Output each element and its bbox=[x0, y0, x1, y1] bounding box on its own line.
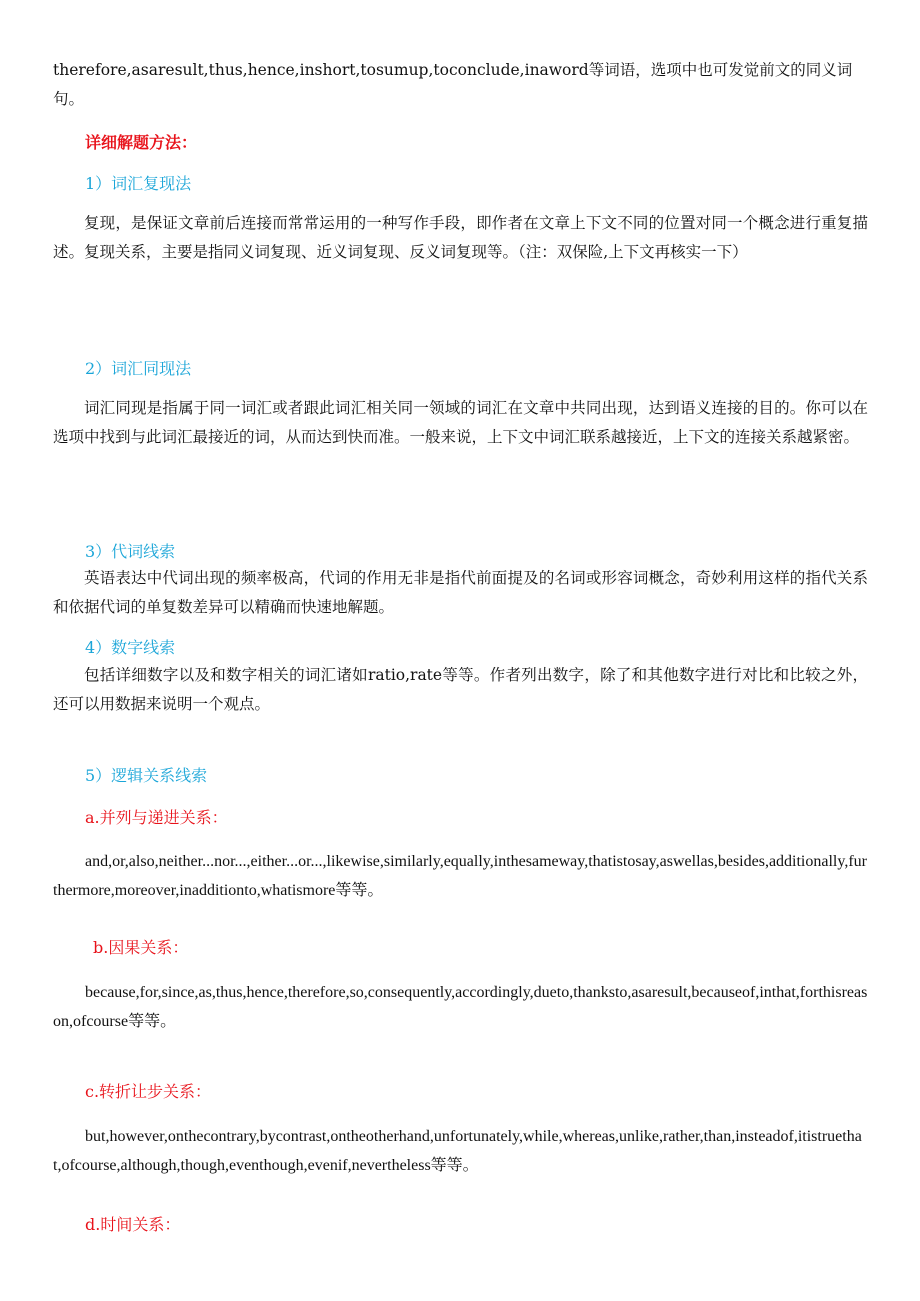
logic-words-a: and,or,also,neither...nor...,either...or...,likewise,similarly,equally,inthesameway,thatistosay,aswellas,besides,additionally,furthermore,moreover,inadditionto,whatismore等等。 bbox=[53, 853, 867, 899]
method-title: 详细解题方法： bbox=[85, 133, 198, 152]
logic-words-b: because,for,since,as,thus,hence,therefore,so,consequently,accordingly,dueto,thanksto,asaresult,becauseof,inthat,forthisreason,ofcourse等等。 bbox=[53, 984, 868, 1030]
logic-label-c: c.转折让步关系： bbox=[85, 1082, 212, 1101]
section-body-2: 词汇同现是指属于同一词汇或者跟此词汇相关同一领域的词汇在文章中共同出现，达到语义连接的目的。你可以在选项中找到与此词汇最接近的词，从而达到快而准。一般来说，上下文中词汇联系越接近，上下文的连接关系越紧密。 bbox=[53, 399, 868, 446]
section-heading-4: 4）数字线索 bbox=[85, 638, 176, 657]
section-heading-1: 1）词汇复现法 bbox=[85, 174, 192, 193]
logic-label-a: a.并列与递进关系： bbox=[85, 808, 228, 827]
logic-label-d: d.时间关系： bbox=[85, 1215, 181, 1234]
section-body-4: 包括详细数字以及和数字相关的词汇诸如ratio,rate等等。作者列出数字，除了和其他数字进行对比和比较之外，还可以用数据来说明一个观点。 bbox=[53, 666, 868, 713]
section-body-1: 复现，是保证文章前后连接而常常运用的一种写作手段，即作者在文章上下文不同的位置对同一个概念进行重复描述。复现关系，主要是指同义词复现、近义词复现、反义词复现等。（注：双保险,上下文再核实一下） bbox=[53, 214, 868, 261]
logic-label-b: b.因果关系： bbox=[93, 938, 189, 957]
section-body-3: 英语表达中代词出现的频率极高，代词的作用无非是指代前面提及的名词或形容词概念，奇妙利用这样的指代关系和依据代词的单复数差异可以精确而快速地解题。 bbox=[53, 569, 868, 616]
section-heading-5: 5）逻辑关系线索 bbox=[85, 766, 208, 785]
logic-words-c: but,however,onthecontrary,bycontrast,ontheotherhand,unfortunately,while,whereas,unlike,rather,than,insteadof,itistruethat,ofcourse,although,though,eventhough,evenif,nevertheless等等。 bbox=[53, 1128, 862, 1174]
intro-line: therefore,asaresult,thus,hence,inshort,tosumup,toconclude,inaword等词语，选项中也可发觉前文的同义词句。 bbox=[53, 61, 853, 108]
section-heading-3: 3）代词线索 bbox=[85, 542, 176, 561]
section-heading-2: 2）词汇同现法 bbox=[85, 359, 192, 378]
